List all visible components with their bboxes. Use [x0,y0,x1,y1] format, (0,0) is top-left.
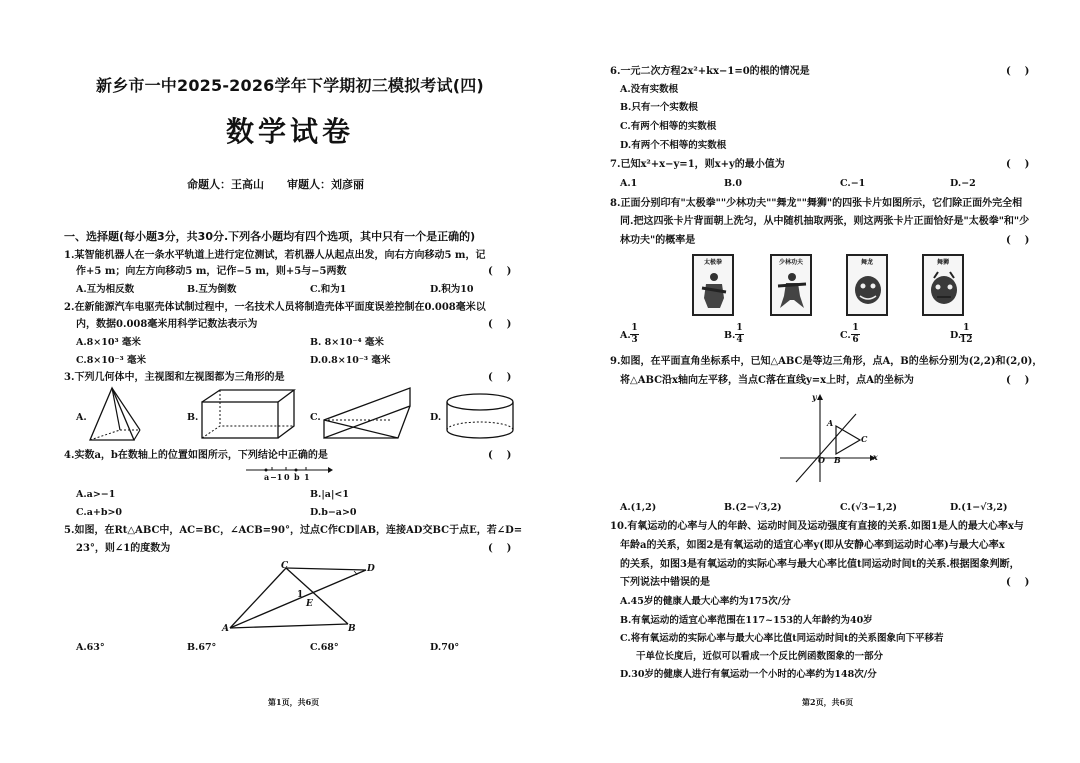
q5-answer-paren: ( ) [488,543,512,554]
q2-line-1: 2.在新能源汽车电驱壳体试制过程中，一名技术人员将制造壳体平面度误差控制在0.008毫米以 [64,302,486,313]
card-shaolin-kungfu [770,254,812,316]
q8-line-1: 8.正面分别印有"太极拳""少林功夫""舞龙""舞狮"的四张卡片如图所示，它们除正面外完全相 [610,198,1023,209]
fig5-label-d: D [367,564,375,574]
card-lion-dance [922,254,964,316]
triangular-prism-figure [322,386,422,440]
q1-option-b: B.互为倒数 [187,284,237,295]
fig9-label-x: x [873,452,878,462]
q1-option-c: C.和为1 [310,284,347,295]
q8-answer-paren: ( ) [1006,235,1030,246]
q6-option-d: D.有两个不相等的实数根 [620,140,727,151]
q2-answer-paren: ( ) [488,319,512,330]
q9-option-b: B.(2−√3,2) [724,502,782,513]
card-label-taijiquan: 太极拳 [703,259,722,266]
q6-line-1: 6.一元二次方程2x²+kx−1=0的根的情况是 [610,66,810,77]
page-1-footer: 第1页，共6页 [268,697,320,707]
cuboid-figure [200,388,300,440]
fig5-label-a: A [222,624,229,634]
q10-option-c: C.将有氧运动的实际心率与最大心率比值t同运动时间t的关系图象向下平移若 [620,633,944,644]
dragon-figure-icon [852,270,884,310]
q8-line-2: 同.把这四张卡片背面朝上洗匀，从中随机抽取两张，则这两张卡片正面恰好是"太极拳"和"少 [620,216,1030,227]
q8-option-d-fraction: 1 12 [960,323,973,345]
numberline-label-0: 0 [284,472,290,482]
section-heading: 一、选择题(每小题3分，共30分.下列各小题均有四个选项，其中只有一个是正确的) [64,230,476,243]
q2-option-d: D.0.8×10⁻³ 毫米 [310,355,391,366]
q10-option-c-cont: 干单位长度后，近似可以看成一个反比例函数图象的一部分 [636,651,884,662]
taijiquan-figure-icon [700,270,728,310]
q8-option-a-letter: A. [620,330,631,341]
q6-option-b: B.只有一个实数根 [620,102,698,113]
card-dragon-dance [846,254,888,316]
q7-option-a: A.1 [620,178,638,189]
card-taijiquan [692,254,734,316]
subject-title: 数学试卷 [226,115,355,148]
q4-option-a: A.a>−1 [76,489,116,500]
q6-answer-paren: ( ) [1006,66,1030,77]
fig5-label-1: 1 [297,590,304,600]
q8-line-3: 林功夫"的概率是 [620,235,696,246]
q5-option-d: D.70° [430,642,460,653]
fig5-label-c: C [281,561,289,571]
q3-option-d: D. [430,412,442,423]
q10-option-a: A.45岁的健康人最大心率约为175次/分 [620,596,791,607]
q6-option-a: A.没有实数根 [620,84,679,95]
q4-answer-paren: ( ) [488,450,512,461]
q9-answer-paren: ( ) [1006,375,1030,386]
q1-line-1: 1.某智能机器人在一条水平轨道上进行定位测试，若机器人从起点出发，向右方向移动5 m，记 [64,250,486,261]
q3-option-b: B. [187,412,199,423]
page-2 [540,0,1080,763]
numberline-label-1: 1 [304,472,310,482]
q1-answer-paren: ( ) [488,266,512,277]
q5-line-1: 5.如图，在Rt△ABC中，AC=BC，∠ACB=90°，过点C作CD∥AB，连接AD交BC于点E，若∠D= [64,525,523,536]
q5-line-2: 23°，则∠1的度数为 [76,543,171,554]
q2-option-b: B. 8×10⁻⁴ 毫米 [310,337,384,348]
shaolin-figure-icon [778,270,806,310]
lion-figure-icon [928,270,960,310]
q8-option-d-letter: D. [950,330,962,341]
numberline-label-neg1: −1 [270,472,283,482]
q2-option-a: A.8×10³ 毫米 [76,337,141,348]
q9-option-a: A.(1,2) [620,502,657,513]
q8-option-b-letter: B. [724,330,736,341]
q3-option-a: A. [76,412,87,423]
q9-line-2: 将△ABC沿x轴向左平移，当点C落在直线y=x上时，点A的坐标为 [620,375,914,386]
q10-line-3: 的关系，如图3是有氧运动的实际心率与最大心率比值t同运动时间t的关系.根据图象判断， [620,559,1020,570]
q3-line-1: 3.下列几何体中，主视图和左视图都为三角形的是 [64,372,285,383]
card-label-lion-dance: 舞狮 [936,259,949,266]
q10-line-4: 下列说法中错误的是 [620,577,710,588]
q7-option-c: C.−1 [840,178,866,189]
q4-option-d: D.b−a>0 [310,507,357,518]
q1-option-d: D.积为10 [430,284,474,295]
q8-option-b-fraction: 1 4 [736,323,743,345]
q1-line-2: 作+5 m；向左方向移动5 m，记作−5 m，则+5与−5两数 [76,266,347,277]
q5-option-b: B.67° [187,642,217,653]
exam-title: 新乡市一中2025-2026学年下学期初三模拟考试(四) [96,76,484,95]
q2-line-2: 内，数据0.008毫米用科学记数法表示为 [76,319,258,330]
q4-option-c: C.a+b>0 [76,507,123,518]
pyramid-figure [84,384,144,444]
fig9-label-y: y [812,392,817,402]
q2-option-c: C.8×10⁻³ 毫米 [76,355,146,366]
q7-line-1: 7.已知x²+x−y=1，则x+y的最小值为 [610,159,785,170]
card-label-shaolin-kungfu: 少林功夫 [778,259,803,266]
numberline-label-b: b [294,472,300,482]
q10-line-2: 年龄a的关系，如图2是有氧运动的适宜心率y(即从安静心率到运动时心率)与最大心率x [620,540,1005,551]
q10-answer-paren: ( ) [1006,577,1030,588]
fig5-label-e: E [306,599,313,609]
fig9-label-b: B [834,455,841,465]
q8-option-a-fraction: 1 3 [631,323,638,345]
q3-option-c: C. [310,412,321,423]
fig9-label-a: A [827,418,834,428]
q9-option-c: C.(√3−1,2) [840,502,898,513]
q5-option-a: A.63° [76,642,105,653]
q7-option-b: B.0 [724,178,742,189]
fig9-label-c: C [861,434,868,444]
authors-line: 命题人：王高山 审题人：刘彦丽 [187,178,364,191]
numberline-label-a: a [264,472,270,482]
q8-option-c-fraction: 1 6 [852,323,859,345]
q10-option-d: D.30岁的健康人进行有氧运动一个小时的心率约为148次/分 [620,669,877,680]
q7-option-d: D.−2 [950,178,976,189]
card-label-dragon-dance: 舞龙 [860,259,873,266]
page-2-footer: 第2页，共6页 [802,697,854,707]
q10-line-1: 10.有氧运动的心率与人的年龄、运动时间及运动强度有直接的关系.如图1是人的最大心率x与 [610,521,1024,532]
q9-line-1: 9.如图，在平面直角坐标系中，已知△ABC是等边三角形，点A，B的坐标分别为(2,2)和(2,0)， [610,356,1043,367]
q7-answer-paren: ( ) [1006,159,1030,170]
q3-answer-paren: ( ) [488,372,512,383]
fig5-label-b: B [348,624,356,634]
q10-option-b: B.有氧运动的适宜心率范围在117~153的人年龄约为40岁 [620,615,873,626]
q8-option-c-letter: C. [840,330,851,341]
fig9-label-o: O [818,455,825,465]
q4-line-1: 4.实数a，b在数轴上的位置如图所示，下列结论中正确的是 [64,450,328,461]
q4-option-b: B.|a|<1 [310,489,349,500]
q1-option-a: A.互为相反数 [76,284,135,295]
q9-option-d: D.(1−√3,2) [950,502,1008,513]
q5-option-c: C.68° [310,642,339,653]
cylinder-figure [444,392,518,442]
q6-option-c: C.有两个相等的实数根 [620,121,717,132]
